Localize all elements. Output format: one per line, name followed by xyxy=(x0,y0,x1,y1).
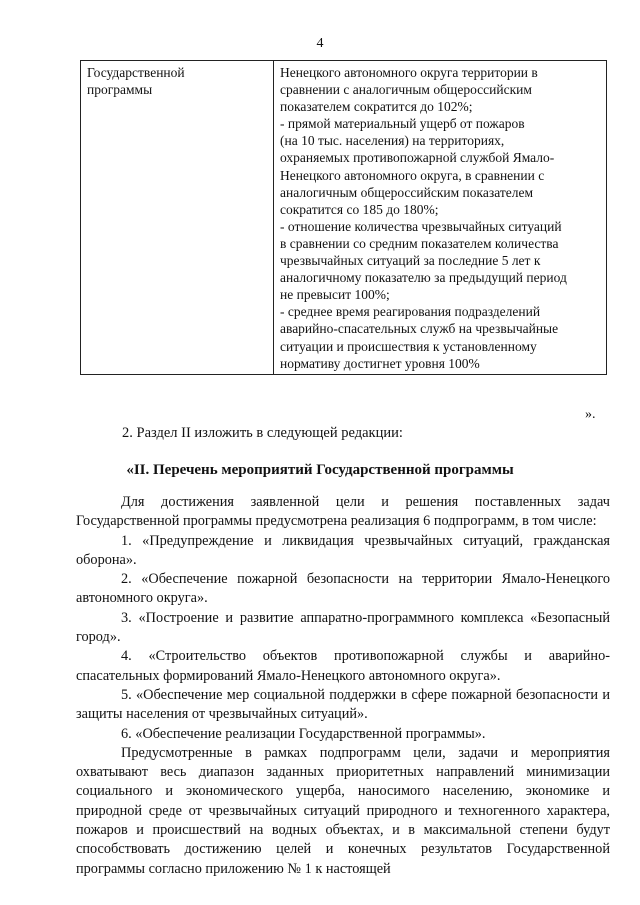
body-text xyxy=(76,493,610,879)
table-cell-line: - отношение количества чрезвычайных ситуаций xyxy=(280,218,562,234)
table-cell-line: Государственной xyxy=(87,65,185,80)
section-heading: «II. Перечень мероприятий Государственной программы xyxy=(126,462,514,478)
table-cell-line: Ненецкого автономного округа, в сравнении с xyxy=(280,167,545,183)
page-number: 4 xyxy=(316,36,324,51)
table-cell-line: нормативу достигнет уровня 100% xyxy=(280,355,480,371)
table-cell-line: охраняемых противопожарной службой Ямало- xyxy=(280,150,555,166)
paragraph: 4. «Строительство объектов противопожарной службы и аварийно-спасательных формирований Ямало-Ненецкого автономного округа». xyxy=(76,648,610,684)
paragraph: 3. «Построение и развитие аппаратно-программного комплекса «Безопасный город». xyxy=(76,609,610,646)
section-intro: 2. Раздел II изложить в следующей редакции: xyxy=(122,425,403,441)
table-cell-line: показателем сократится до 102%; xyxy=(280,99,473,115)
table-cell-line: не превысит 100%; xyxy=(280,287,390,303)
table-cell-line: аварийно-спасательных служб на чрезвычайные xyxy=(280,321,559,337)
table-cell-line: аналогичным общероссийским показателем xyxy=(280,184,534,200)
table-cell-line: в сравнении со средним показателем количества xyxy=(280,235,559,251)
paragraph: Для достижения заявленной цели и решения поставленных задач Государственной программы предусмотрена реализация 6 подпрограмм, в том числе: xyxy=(76,494,610,530)
table-cell-content xyxy=(274,61,607,375)
table-cell-line: - среднее время реагирования подразделений xyxy=(280,304,541,320)
paragraph: Предусмотренные в рамках подпрограмм цели, задачи и мероприятия охватывают весь диапазон заданных приоритетных направлений минимизации социального и экономического ущерба, наносимого населению, экономике и природной среде от чрезвычайных ситуаций природного и техногенного характера, пожаров и происшествий на водных объектах, и в максимальной степени будут способствовать достижению целей и конечных результатов Государственной программы согласно приложению № 1 к настоящей xyxy=(76,744,610,877)
table-cell-line: программы xyxy=(87,82,153,98)
table-cell-line: сравнении с аналогичным общероссийским xyxy=(280,82,532,98)
paragraph: 6. «Обеспечение реализации Государственной программы». xyxy=(121,725,486,742)
paragraph: 5. «Обеспечение мер социальной поддержки в сфере пожарной безопасности и защиты населения от чрезвычайных ситуаций». xyxy=(76,686,610,723)
passport-table xyxy=(80,60,607,375)
table-cell-line: Ненецкого автономного округа территории в xyxy=(280,65,538,80)
closing-quote: ». xyxy=(585,407,596,422)
table-cell-line: ситуации и происшествия к установленному xyxy=(280,338,537,354)
table-cell-line: чрезвычайных ситуаций за последние 5 лет к xyxy=(280,253,541,269)
table-cell-line: - прямой материальный ущерб от пожаров xyxy=(280,116,525,132)
paragraph: 1. «Предупреждение и ликвидация чрезвычайных ситуаций, гражданская оборона». xyxy=(76,532,610,568)
table-cell-line: сократится со 185 до 180%; xyxy=(280,201,439,217)
paragraph: 2. «Обеспечение пожарной безопасности на территории Ямало-Ненецкого автономного округа». xyxy=(76,571,610,607)
table-cell-label xyxy=(81,61,274,375)
table-row xyxy=(81,61,607,375)
table-cell-line: (на 10 тыс. населения) на территориях, xyxy=(280,133,505,149)
table-cell-line: аналогичному показателю за предыдущий период xyxy=(280,270,567,286)
